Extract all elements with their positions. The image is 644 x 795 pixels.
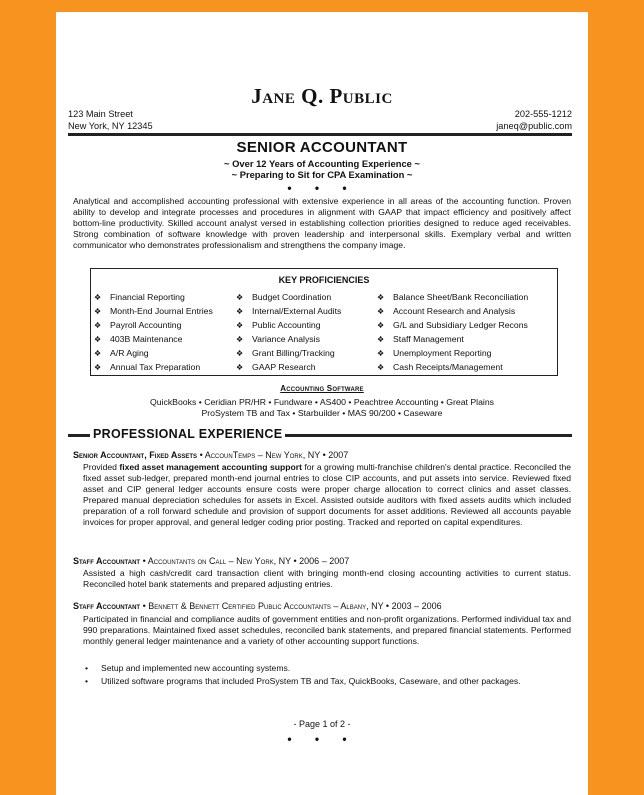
diamond-bullet-icon: ❖: [94, 334, 102, 344]
job-title-label: Staff Accountant: [73, 556, 141, 566]
job-employer-details: • Accountants on Call – New York, NY • 2006 – 2007: [140, 556, 350, 566]
proficiency-column-1: [94, 291, 213, 374]
proficiency-item: ❖ Grant Billing/Tracking: [236, 347, 341, 361]
job-employer-details: • Bennett & Bennett Certified Public Accountants – Albany, NY • 2003 – 2006: [140, 601, 442, 611]
bullet-icon: •: [85, 676, 89, 686]
proficiency-item: ❖ GAAP Research: [236, 361, 341, 375]
phone: 202-555-1212: [514, 109, 572, 119]
diamond-bullet-icon: ❖: [236, 306, 244, 316]
proficiency-item: ❖ Annual Tax Preparation: [94, 361, 213, 375]
footer-divider: • • •: [287, 732, 357, 746]
header-rule: [68, 133, 572, 136]
proficiency-item: ❖ Payroll Accounting: [94, 319, 213, 333]
address-line-1: 123 Main Street: [68, 109, 133, 119]
email: janeq@public.com: [496, 121, 572, 131]
proficiency-item: ❖ Public Accounting: [236, 319, 341, 333]
candidate-name: Jane Q. Public: [251, 84, 393, 108]
job-employer-details: • AccounTemps – New York, NY • 2007: [197, 450, 349, 460]
job-title: SENIOR ACCOUNTANT: [236, 139, 408, 156]
job-title-label: Staff Accountant: [73, 601, 141, 611]
proficiency-column-3: [377, 291, 528, 374]
proficiency-item: ❖ Financial Reporting: [94, 291, 213, 305]
diamond-bullet-icon: ❖: [236, 293, 244, 302]
proficiency-item: ❖ Variance Analysis: [236, 333, 341, 347]
software-list-line-1: QuickBooks • Ceridian PR/HR • Fundware • AS400 • Peachtree Accounting • Great Plains: [149, 397, 495, 407]
bullet-icon: •: [85, 663, 89, 673]
proficiency-column-2: [236, 291, 341, 374]
diamond-bullet-icon: ❖: [94, 348, 102, 358]
contact-block: [496, 108, 572, 132]
job-description: Participated in financial and compliance audits of government entities and non-profit organizations. Performed individual tax and 990 preparations. Maintained fixed asset schedules, reconciled bank statements, and prepared financial statements. Performed monthly general ledger maintenance and a variety of other accounting support functions.: [83, 614, 571, 646]
highlighted-skill: fixed asset management accounting support: [119, 462, 302, 472]
proficiency-item: ❖ Month-End Journal Entries: [94, 305, 213, 319]
diamond-bullet-icon: ❖: [377, 362, 385, 372]
proficiency-item: ❖ Balance Sheet/Bank Reconciliation: [377, 291, 528, 305]
proficiency-item: ❖ Unemployment Reporting: [377, 347, 528, 361]
professional-experience-heading: PROFESSIONAL EXPERIENCE: [90, 427, 285, 441]
diamond-bullet-icon: ❖: [377, 320, 385, 330]
diamond-bullet-icon: ❖: [236, 348, 244, 358]
tagline-cpa: ~ Preparing to Sit for CPA Examination ~: [231, 169, 413, 180]
address-line-2: New York, NY 12345: [68, 121, 153, 131]
proficiency-item: ❖ Cash Receipts/Management: [377, 361, 528, 375]
diamond-bullet-icon: ❖: [94, 293, 102, 302]
diamond-bullet-icon: ❖: [236, 362, 244, 372]
job-bullet: • Setup and implemented new accounting systems.: [85, 663, 291, 673]
diamond-bullet-icon: ❖: [94, 320, 102, 330]
job-description: Assisted a high cash/credit card transaction client with bringing month-end closing accounting activities to current status. Reconciled hotel bank statements and prepared adjusting entries.: [83, 568, 571, 589]
diamond-bullet-icon: ❖: [236, 334, 244, 344]
diamond-bullet-icon: ❖: [94, 362, 102, 372]
proficiency-item: ❖ Staff Management: [377, 333, 528, 347]
job-heading: [73, 601, 442, 611]
diamond-bullet-icon: ❖: [94, 306, 102, 316]
job-description: Provided fixed asset management accounting support for a growing multi-franchise children's dental practice. Reconciled the fixed asset sub-ledger, prepared month-end journal entries to close CIP accounts, and put assets into service. Reviewed fixed asset and CIP general ledger accounts ensure costs were proper charge allocation to correct clinics and asset classes. Prepared manual depreciation schedules for assets in Excel. Assisted outside auditors with fixed assets audits which included preparation of a roll forward schedule and provision of support documents for asset additions. Reviewed all accounts payable invoices for proper approval, and general ledger coding prior posting. Tracked and reported on capital expenditures.: [83, 462, 572, 527]
address-block: [68, 108, 153, 132]
proficiency-item: ❖ Account Research and Analysis: [377, 305, 528, 319]
diamond-bullet-icon: ❖: [377, 334, 385, 344]
tagline-experience: ~ Over 12 Years of Accounting Experience ~: [224, 158, 420, 169]
diamond-bullet-icon: ❖: [377, 306, 385, 316]
proficiency-item: ❖ Internal/External Audits: [236, 305, 341, 319]
proficiency-item: ❖ G/L and Subsidiary Ledger Recons: [377, 319, 528, 333]
job-heading: [73, 450, 348, 460]
page-number: - Page 1 of 2 -: [293, 719, 351, 729]
job-heading: [73, 556, 349, 566]
proficiency-item: ❖ 403B Maintenance: [94, 333, 213, 347]
resume-page: [56, 12, 588, 795]
diamond-bullet-icon: ❖: [377, 293, 385, 302]
job-title-label: Senior Accountant, Fixed Assets: [73, 450, 198, 460]
job-bullet: • Utilized software programs that included ProSystem TB and Tax, QuickBooks, Caseware, and other packages.: [85, 676, 521, 686]
proficiency-item: ❖ A/R Aging: [94, 347, 213, 361]
software-list-line-2: ProSystem TB and Tax • Starbuilder • MAS 90/200 • Caseware: [201, 408, 443, 418]
diamond-bullet-icon: ❖: [236, 320, 244, 330]
proficiency-item: ❖ Budget Coordination: [236, 291, 341, 305]
accounting-software-title: Accounting Software: [280, 384, 364, 393]
key-proficiencies-title: KEY PROFICIENCIES: [278, 275, 370, 285]
key-proficiencies-box: [90, 268, 558, 376]
diamond-bullet-icon: ❖: [377, 348, 385, 358]
title-divider: • • •: [287, 181, 357, 195]
professional-summary: Analytical and accomplished accounting professional with extensive experience in all areas of the accounting function. Proven ability to develop and integrate processes and procedures in alignment with GAAP that impact efficiency and positively affect bottom-line productivity. Skilled account analyst versed in establishing collection priorities designed to reduce aged receivables. Strong combination of software knowledge with proven leadership and interpersonal skills. Exemplary verbal and written communicator who demonstrates professionalism and strengthens the company image.: [73, 196, 571, 250]
